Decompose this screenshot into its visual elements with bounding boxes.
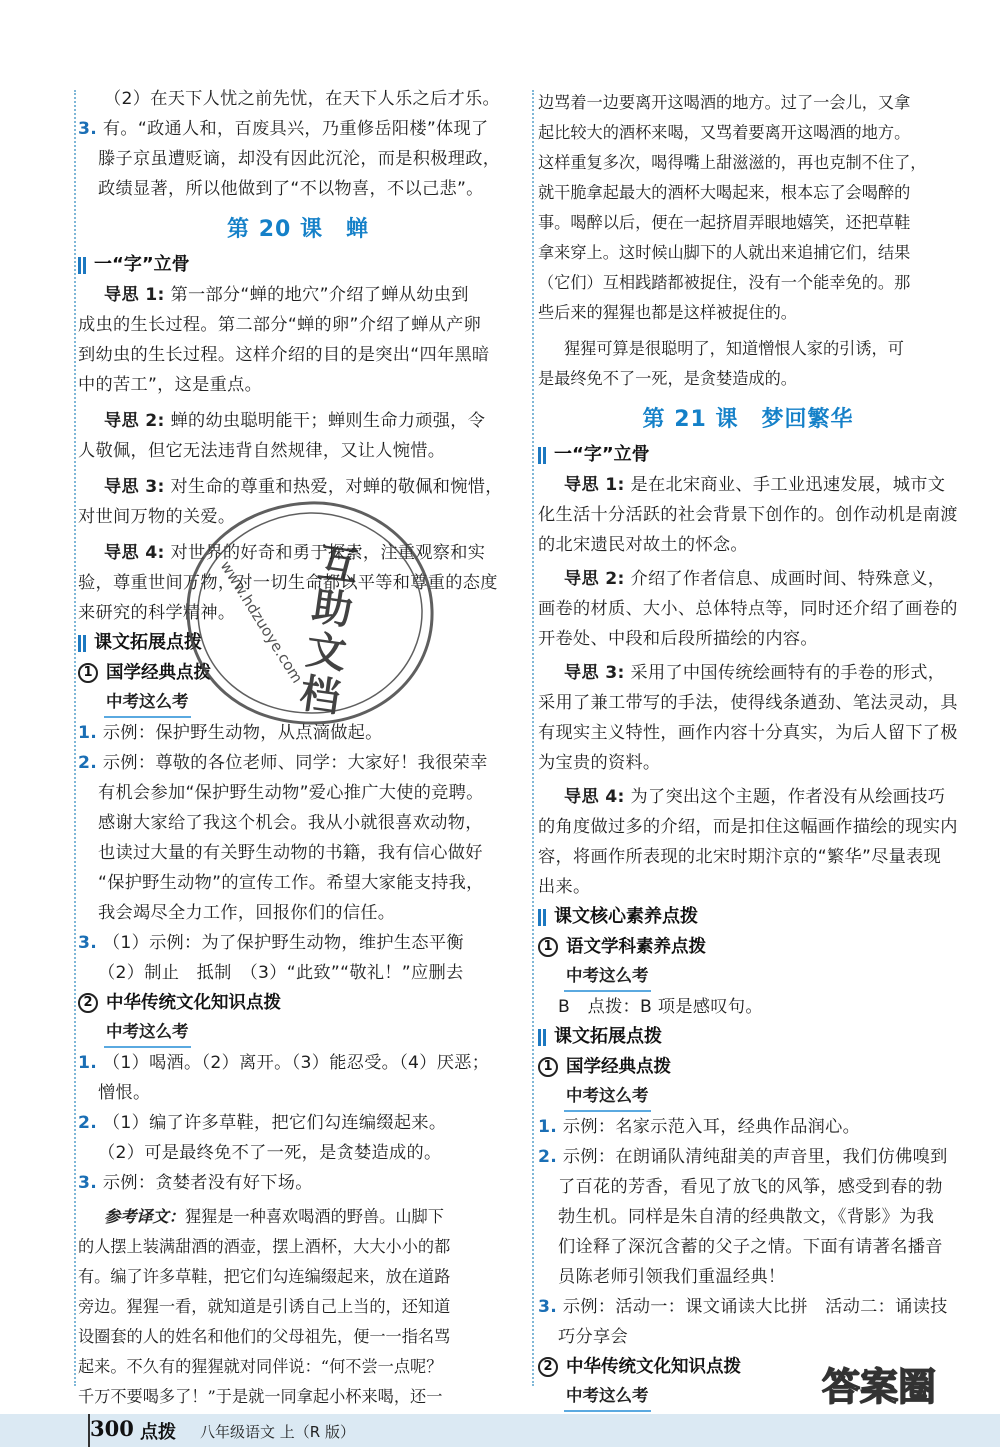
reference-translation: 参考译文：猩猩是一种喜欢喝酒的野兽。山脚下 的人摆上装满甜酒的酒壶，摆上酒杯，大大小小的都 有。编了许多草鞋，把它们勾连编缀起来，放在道路 旁边。猩猩一看，就知道是引诱自己上当的，还知道 设圈套的人的姓名和他们的父母祖先，便一一指名骂 起来。不久有的猩猩就对同伴说：“何不尝一点呢？ 千万不要喝多了！”于是就一同拿起小杯来喝，还一 <box>78 1207 451 1406</box>
lesson-21-title: 第 21 课 梦回繁华 <box>642 407 854 432</box>
section-bars-icon <box>538 909 546 926</box>
section-heading: 一“字”立骨 <box>78 250 518 280</box>
right-column: 边骂着一边要离开这喝酒的地方。过了一会儿，又拿 起比较大的酒杯来喝，又骂着要离开这喝酒的地方。 这样重复多次，喝得嘴上甜滋滋的，再也克制不住了， 就干脆拿起最大的酒杯大喝起来，根本忘了会喝醉的 事。喝醉以后，便在一起挤眉弄眼地嬉笑，还把草鞋 拿来穿上。这时候山脚下的人就出来追捕它们，结果 （它们）互相践踏都被捉住，没有一个能幸免的。那 些后来的猩猩也都是这样被捉住的。 猩猩可算是很聪明了，知道憎恨人家的引诱，可 是最终免不了一死，是贪婪造成的。 第 21 课 梦回繁华 一“字”立骨 导思 1: 是在北宋商业、手工业迅速发展，城市文 化生活十分活跃的社会背景下创作的。创作动机是南渡 的北宋遗民对故土的怀念。 导思 2: 介绍了作者信息、成画时间、特殊意义， 画卷的材质、大小、总体特点等，同时还介绍了画卷的 开卷处、中段和后段所描绘的内容。 导思 3: 采用了中国传统绘画特有的手卷的形式， 采用了兼工带写的手法，使得线条遒劲、笔法灵动，具 有现实主义特性，画作内容十分真实，为后人留下了极 为宝贵的资料。 导思 4: 为了突出这个主题，作者没有从绘画技巧 的角度做过多的介绍，而是扣住这幅画作描绘的现实内 容，将画作所表现的北宋时期汴京的“繁华”尽量表现 出来。 课文核心素养点拨 1 语文学科素养点拨 中考这么考 B 点拨：B 项是感叹句。 课文拓展点拨 1 国学经典点拨 中考这么考 1. 示例：名家示范入耳，经典作品润心。 2. 示例：在朗诵队清纯甜美的声音里，我们仿佛嗅到 了百花的芳香，看见了放飞的风筝，感受到春的勃 勃生机。同样是朱自清的经典散文，《背影》为我 们诠释了深沉含蓄的父子之情。下面有请著名播音 员陈老师引领我们重温经典！ 3. 示例：活动一：课文诵读大比拼 活动二：诵读技 巧分享会 2 中华传统文化知识点拨 中考这么考 <box>538 88 958 1442</box>
circled-number-icon: 1 <box>78 663 98 683</box>
exam-label: 中考这么考 <box>564 1382 651 1412</box>
sub-heading: 2 中华传统文化知识点拨 <box>538 1352 958 1382</box>
sub-heading: 1 国学经典点拨 <box>78 658 518 688</box>
answer-line: B 点拨：B 项是感叹句。 <box>558 997 763 1017</box>
section-bars-icon <box>78 635 86 652</box>
answer-item-2: 2. 示例：尊敬的各位老师、同学：大家好！我很荣幸 有机会参加“保护野生动物”爱心推广大使的竞聘。 感谢大家给了我这个机会。我从小就很喜欢动物， 也读过大量的有关野生动物的书籍，我有信心做好 “保护野生动物”的宣传工作。希望大家能支持我， 我会竭尽全力工作，回报你们的信任。 <box>78 753 488 923</box>
guide-thought-3: 导思 3: 对生命的尊重和热爱，对蝉的敬佩和惋惜， 对世间万物的关爱。 <box>78 477 503 527</box>
lesson-20-title: 第 20 课 蝉 <box>227 217 369 242</box>
guide-thought-1: 导思 1: 第一部分“蝉的地穴”介绍了蝉从幼虫到 成虫的生长过程。第二部分“蝉的卵”介绍了蝉从产卵 到幼虫的生长过程。这样介绍的目的是突出“四年黑暗 中的苦工”，这是重点。 <box>78 285 490 395</box>
exam-label: 中考这么考 <box>564 962 651 992</box>
guide-thought-2: 导思 2: 蝉的幼虫聪明能干；蝉则生命力顽强，令 人敬佩，但它无法违背自然规律，又让人惋惜。 <box>78 411 486 461</box>
circled-number-icon: 2 <box>538 1357 558 1377</box>
guide-thought-4: 导思 4: 对世界的好奇和勇于探索，注重观察和实 验，尊重世间万物，对一切生命都以平等和尊重的态度 来研究的科学精神。 <box>78 543 498 623</box>
circled-number-icon: 1 <box>538 1057 558 1077</box>
book-title: 八年级语文 上（R 版） <box>200 1423 355 1441</box>
watermark-text: 答案圈 <box>822 1365 937 1409</box>
left-column: （2）在天下人忧之前先忧，在天下人乐之后才乐。 3. 有。“政通人和，百废具兴，乃重修岳阳楼”体现了 滕子京虽遭贬谪，却没有因此沉沦，而是积极理政， 政绩显著，所以他做到了“不以物喜，不以己悲”。 第 20 课 蝉 一“字”立骨 导思 1: 第一部分“蝉的地穴”介绍了蝉从幼虫到 成虫的生长过程。第二部分“蝉的卵”介绍了蝉从产卵 到幼虫的生长过程。这样介绍的目的是突出“四年黑暗 中的苦工”，这是重点。 导思 2: 蝉的幼虫聪明能干；蝉则生命力顽强，令 人敬佩，但它无法违背自然规律，又让人惋惜。 导思 3: 对生命的尊重和热爱，对蝉的敬佩和惋惜， 对世间万物的关爱。 导思 4: 对世界的好奇和勇于探索，注重观察和实 验，尊重世间万物，对一切生命都以平等和尊重的态度 来研究的科学精神。 课文拓展点拨 1 国学经典点拨 中考这么考 1. 示例：保护野生动物，从点滴做起。 2. 示例：尊敬的各位老师、同学：大家好！我很荣幸 有机会参加“保护野生动物”爱心推广大使的竞聘。 感谢大家给了我这个机会。我从小就很喜欢动物， 也读过大量的有关野生动物的书籍，我有信心做好 “保护野生动物”的宣传工作。希望大家能支持我， 我会竭尽全力工作，回报你们的信任。 3. （1）示例：为了保护野生动物，维护生态平衡 （2）制止 抵制 （3）“此致”“敬礼！”应删去 2 中华传统文化知识点拨 中考这么考 1. （1）喝酒。（2）离开。（3）能忍受。（4）厌恶； 憎恨。 2. （1）编了许多草鞋，把它们勾连编缀起来。 （2）可是最终免不了一死，是贪婪造成的。 3. 示例：贪婪者没有好下场。 参考译文：猩猩是一种喜欢喝酒的野兽。山脚下 的人摆上装满甜酒的酒壶，摆上酒杯，大大小小的都 有。编了许多草鞋，把它们勾连编缀起来，放在道路 旁边。猩猩一看，就知道是引诱自己上当的，还知道 设圈套的人的姓名和他们的父母祖先，便一一指名骂 起来。不久有的猩猩就对同伴说：“何不尝一点呢？ 千万不要喝多了！”于是就一同拿起小杯来喝，还一 <box>78 84 518 1412</box>
section-heading: 课文拓展点拨 <box>78 628 518 658</box>
sub-heading: 1 国学经典点拨 <box>538 1052 958 1082</box>
section-heading: 课文拓展点拨 <box>538 1022 958 1052</box>
left-margin-rule <box>74 90 76 1386</box>
page-footer <box>0 1414 1000 1447</box>
guide-thought-4: 导思 4: 为了突出这个主题，作者没有从绘画技巧 的角度做过多的介绍，而是扣住这幅画作描绘的现实内 容，将画作所表现的北宋时期汴京的“繁华”尽量表现 出来。 <box>538 787 958 897</box>
guide-thought-2: 导思 2: 介绍了作者信息、成画时间、特殊意义， 画卷的材质、大小、总体特点等，同时还介绍了画卷的 开卷处、中段和后段所描绘的内容。 <box>538 569 958 649</box>
answer-item-3b: 3. （1）示例：为了保护野生动物，维护生态平衡 （2）制止 抵制 （3）“此致”“敬礼！”应删去 <box>78 933 464 983</box>
guide-thought-3: 导思 3: 采用了中国传统绘画特有的手卷的形式， 采用了兼工带写的手法，使得线条遒劲、笔法灵动，具 有现实主义特性，画作内容十分真实，为后人留下了极 为宝贵的资料。 <box>538 663 958 773</box>
exam-label: 中考这么考 <box>564 1082 651 1112</box>
sub-heading: 2 中华传统文化知识点拨 <box>78 988 518 1018</box>
answer-item-3: 3. 有。“政通人和，百废具兴，乃重修岳阳楼”体现了 滕子京虽遭贬谪，却没有因此沉沦，而是积极理政， 政绩显著，所以他做到了“不以物喜，不以己悲”。 <box>78 119 501 199</box>
stamp-url: www.hdzuoye.com <box>216 557 307 687</box>
exam-label: 中考这么考 <box>104 688 191 718</box>
stamp-text: 互助文档 <box>290 539 361 721</box>
brand-name: 点拨 <box>140 1422 176 1443</box>
answer-line: （2）在天下人忧之前先忧，在天下人乐之后才乐。 <box>104 89 500 109</box>
section-heading: 一“字”立骨 <box>538 440 958 470</box>
section-bars-icon <box>538 447 546 464</box>
exam-label: 中考这么考 <box>104 1018 191 1048</box>
section-bars-icon <box>538 1029 546 1046</box>
circled-number-icon: 1 <box>538 937 558 957</box>
stamp-watermark-icon <box>180 495 440 730</box>
section-heading: 课文核心素养点拨 <box>538 902 958 932</box>
translation-continued: 边骂着一边要离开这喝酒的地方。过了一会儿，又拿 起比较大的酒杯来喝，又骂着要离开这喝酒的地方。 这样重复多次，喝得嘴上甜滋滋的，再也克制不住了， 就干脆拿起最大的酒杯大喝起来，根本忘了会喝醉的 事。喝醉以后，便在一起挤眉弄眼地嬉笑，还把草鞋 拿来穿上。这时候山脚下的人就出来追捕它们，结果 （它们）互相践踏都被捉住，没有一个能幸免的。那 些后来的猩猩也都是这样被捉住的。 猩猩可算是很聪明了，知道憎恨人家的引诱，可 是最终免不了一死，是贪婪造成的。 <box>538 93 927 388</box>
sub-heading: 1 语文学科素养点拨 <box>538 932 958 962</box>
section-bars-icon <box>78 257 86 274</box>
column-divider <box>532 90 534 1386</box>
answer-item-2: 2. 示例：在朗诵队清纯甜美的声音里，我们仿佛嗅到 了百花的芳香，看见了放飞的风筝，感受到春的勃 勃生机。同样是朱自清的经典散文，《背影》为我 们诠释了深沉含蓄的父子之情。下面有请著名播音 员陈老师引领我们重温经典！ <box>538 1147 948 1287</box>
circled-number-icon: 2 <box>78 993 98 1013</box>
page-number: 300 <box>90 1416 134 1441</box>
guide-thought-1: 导思 1: 是在北宋商业、手工业迅速发展，城市文 化生活十分活跃的社会背景下创作的。创作动机是南渡 的北宋遗民对故土的怀念。 <box>538 475 958 555</box>
